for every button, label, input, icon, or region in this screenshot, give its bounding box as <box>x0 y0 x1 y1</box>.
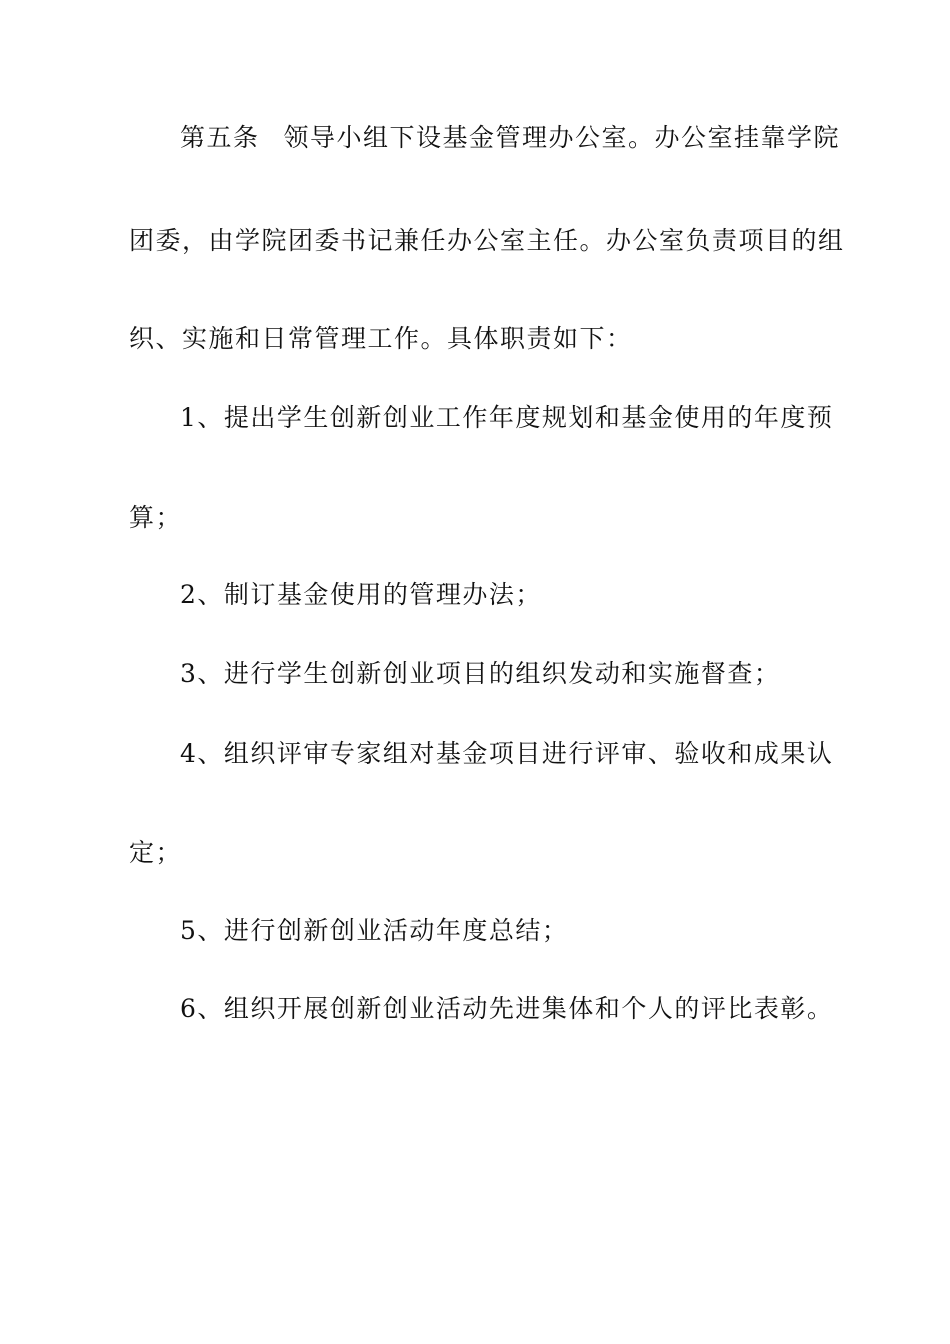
duty-3: 3、进行学生创新创业项目的组织发动和实施督查； <box>180 659 781 688</box>
duty-1-line-1: 1、提出学生创新创业工作年度规划和基金使用的年度预 <box>180 403 834 432</box>
article-first-line <box>180 123 880 153</box>
duty-6: 6、组织开展创新创业活动先进集体和个人的评比表彰。 <box>180 994 834 1023</box>
duty-5: 5、进行创新创业活动年度总结； <box>180 916 569 945</box>
duty-1-line-2: 算； <box>129 503 183 532</box>
duty-4-line-1: 4、组织评审专家组对基金项目进行评审、验收和成果认 <box>180 739 834 768</box>
article-heading: 第五条 <box>180 123 260 152</box>
duty-2: 2、制订基金使用的管理办法； <box>180 580 542 609</box>
article-line-1: 领导小组下设基金管理办公室。办公室挂靠学院 <box>283 123 841 152</box>
duty-4-line-2: 定； <box>129 838 183 867</box>
article-line-2: 团委，由学院团委书记兼任办公室主任。办公室负责项目的组 <box>129 226 845 255</box>
article-line-3: 织、实施和日常管理工作。具体职责如下： <box>129 324 633 353</box>
